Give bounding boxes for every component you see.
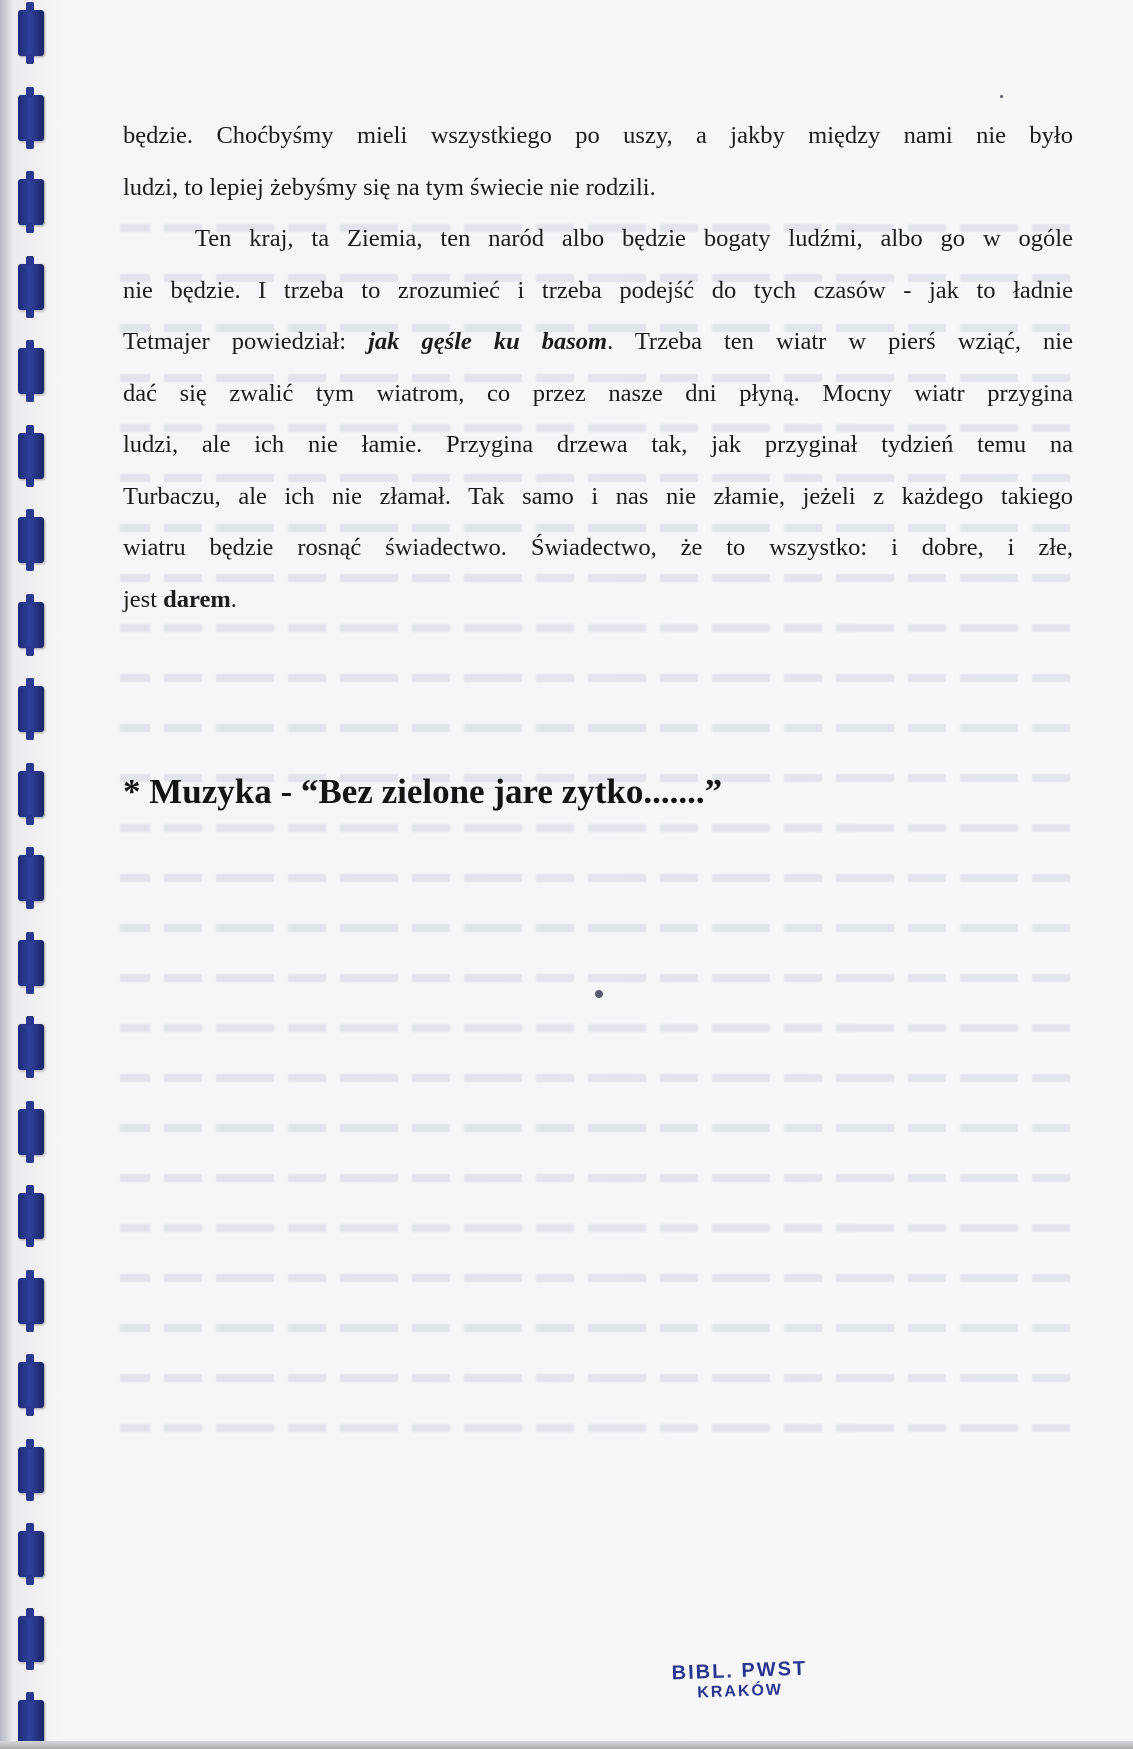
binding-coil bbox=[18, 1109, 44, 1155]
text-line: ludzi, ale ich nie łamie. Przygina drzewa tak, jak przyginał tydzień temu na bbox=[123, 431, 1073, 458]
binding-coil bbox=[18, 1700, 44, 1746]
text-line: Turbaczu, ale ich nie złamał. Tak samo i nas nie złamie, jeżeli z każdego takiego bbox=[123, 482, 1073, 510]
binding-edge bbox=[0, 0, 12, 1749]
binding-coil bbox=[18, 602, 44, 648]
text-segment: . bbox=[230, 585, 237, 613]
text-line: nie będzie. I trzeba to zrozumieć i trzeba podejść do tych czasów - jak to ładnie bbox=[123, 276, 1073, 304]
binding-coil bbox=[18, 433, 44, 479]
binding-coil bbox=[18, 1616, 44, 1662]
binding-coil bbox=[18, 1531, 44, 1577]
paragraph-1 bbox=[123, 110, 1073, 213]
quote-emphasis: jak gęśle ku basom bbox=[368, 328, 608, 355]
text-line bbox=[123, 213, 1073, 265]
binding-coil bbox=[18, 348, 44, 394]
scan-speck bbox=[1000, 95, 1003, 98]
body-text bbox=[123, 110, 1073, 625]
text-segment: . Trzeba ten wiatr w pierś wziąć, nie bbox=[607, 328, 1073, 355]
paragraph-2 bbox=[123, 213, 1073, 625]
spiral-binding bbox=[0, 0, 60, 1749]
page-bottom-edge bbox=[0, 1741, 1133, 1749]
binding-coil bbox=[18, 264, 44, 310]
binding-coil bbox=[18, 1362, 44, 1408]
text-line: ludzi, to lepiej żebyśmy się na tym świecie nie rodzili. bbox=[123, 173, 656, 201]
text-line bbox=[123, 574, 1073, 626]
binding-coil bbox=[18, 1193, 44, 1239]
binding-coil bbox=[18, 95, 44, 141]
section-heading: * Muzyka - “Bez zielone jare zytko.......” bbox=[123, 772, 723, 811]
library-stamp bbox=[671, 1658, 808, 1705]
binding-coil bbox=[18, 10, 44, 56]
stamp-line-2: KRAKÓW bbox=[696, 1681, 784, 1702]
binding-coil bbox=[18, 686, 44, 732]
binding-coil bbox=[18, 517, 44, 563]
text-line: dać się zwalić tym wiatrom, co przez nasze dni płyną. Mocny wiatr przygina bbox=[123, 379, 1073, 407]
scan-speck bbox=[595, 990, 603, 998]
text-line: wiatru będzie rosnąć świadectwo. Świadectwo, że to wszystko: i dobre, i złe, bbox=[123, 534, 1073, 561]
binding-coil bbox=[18, 1278, 44, 1324]
text-line-content: Ten kraj, ta Ziemia, ten naród albo będzie bogaty ludźmi, albo go w ogóle bbox=[195, 225, 1073, 252]
binding-coil bbox=[18, 855, 44, 901]
binding-coil bbox=[18, 1447, 44, 1493]
text-line: będzie. Choćbyśmy mieli wszystkiego po uszy, a jakby między nami nie było bbox=[123, 122, 1073, 149]
binding-coil bbox=[18, 771, 44, 817]
text-segment: Tetmajer powiedział: bbox=[123, 328, 369, 355]
binding-coil bbox=[18, 940, 44, 986]
text-segment: jest bbox=[123, 585, 164, 613]
stamp-line-1: BIBL. PWST bbox=[671, 1657, 808, 1685]
text-line bbox=[123, 316, 1073, 368]
binding-coil bbox=[18, 179, 44, 225]
binding-coil bbox=[18, 1024, 44, 1070]
bold-word: darem bbox=[163, 585, 231, 613]
